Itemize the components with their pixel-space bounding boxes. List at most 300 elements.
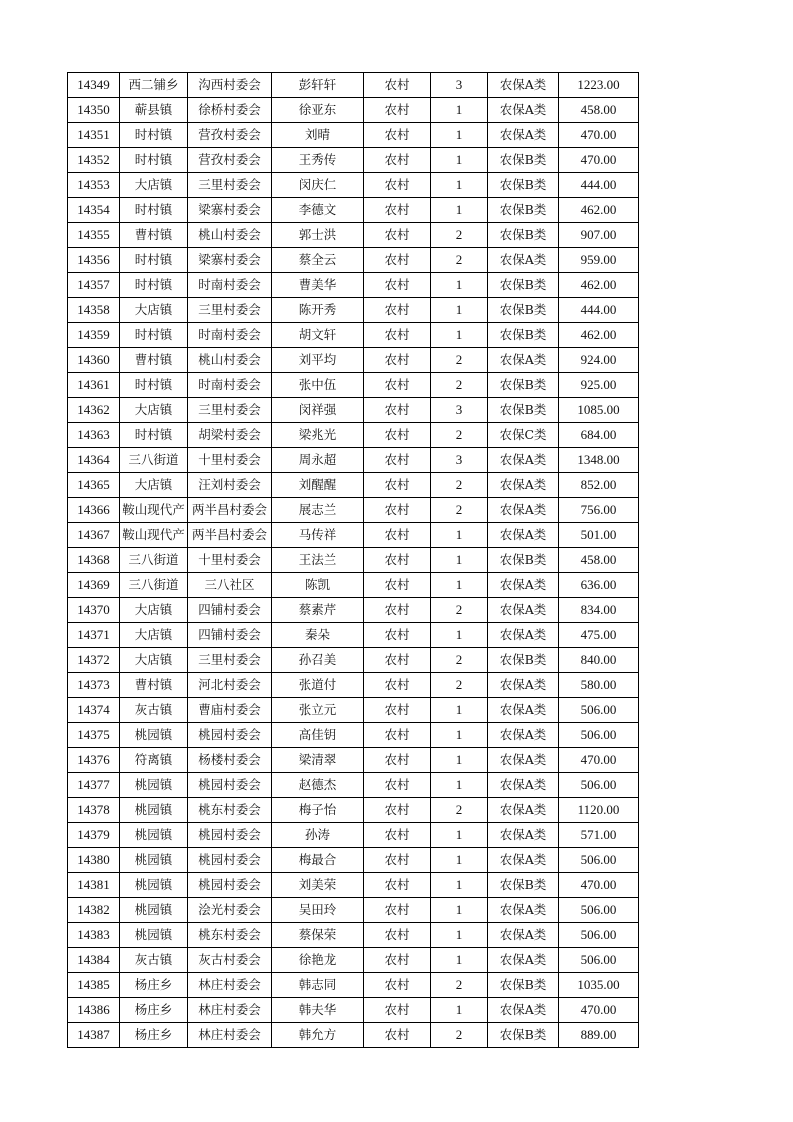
area-type-cell: 农村 bbox=[364, 73, 431, 98]
table-row bbox=[68, 523, 639, 548]
township-cell: 杨庄乡 bbox=[120, 1023, 188, 1048]
household-count-cell: 3 bbox=[431, 398, 488, 423]
person-name-cell: 张道付 bbox=[272, 673, 364, 698]
area-type-cell: 农村 bbox=[364, 373, 431, 398]
area-type-cell: 农村 bbox=[364, 623, 431, 648]
amount-cell: 501.00 bbox=[559, 523, 639, 548]
household-count-cell: 2 bbox=[431, 348, 488, 373]
village-committee-cell: 桃山村委会 bbox=[188, 223, 272, 248]
township-cell: 大店镇 bbox=[120, 473, 188, 498]
area-type-cell: 农村 bbox=[364, 798, 431, 823]
person-name-cell: 郭士洪 bbox=[272, 223, 364, 248]
area-type-cell: 农村 bbox=[364, 873, 431, 898]
village-committee-cell: 四铺村委会 bbox=[188, 623, 272, 648]
amount-cell: 462.00 bbox=[559, 198, 639, 223]
table-row bbox=[68, 948, 639, 973]
village-committee-cell: 两半昌村委会 bbox=[188, 523, 272, 548]
amount-cell: 571.00 bbox=[559, 823, 639, 848]
household-count-cell: 2 bbox=[431, 1023, 488, 1048]
township-cell: 桃园镇 bbox=[120, 798, 188, 823]
household-count-cell: 1 bbox=[431, 873, 488, 898]
serial-number-cell: 14371 bbox=[68, 623, 120, 648]
village-committee-cell: 三里村委会 bbox=[188, 398, 272, 423]
insurance-category-cell: 农保A类 bbox=[488, 898, 559, 923]
insurance-category-cell: 农保A类 bbox=[488, 923, 559, 948]
serial-number-cell: 14356 bbox=[68, 248, 120, 273]
amount-cell: 684.00 bbox=[559, 423, 639, 448]
village-committee-cell: 桃园村委会 bbox=[188, 873, 272, 898]
insurance-category-cell: 农保A类 bbox=[488, 573, 559, 598]
village-committee-cell: 曹庙村委会 bbox=[188, 698, 272, 723]
person-name-cell: 刘醒醒 bbox=[272, 473, 364, 498]
amount-cell: 506.00 bbox=[559, 698, 639, 723]
serial-number-cell: 14354 bbox=[68, 198, 120, 223]
area-type-cell: 农村 bbox=[364, 998, 431, 1023]
serial-number-cell: 14380 bbox=[68, 848, 120, 873]
area-type-cell: 农村 bbox=[364, 298, 431, 323]
serial-number-cell: 14364 bbox=[68, 448, 120, 473]
person-name-cell: 周永超 bbox=[272, 448, 364, 473]
household-count-cell: 2 bbox=[431, 598, 488, 623]
village-committee-cell: 营孜村委会 bbox=[188, 148, 272, 173]
village-committee-cell: 河北村委会 bbox=[188, 673, 272, 698]
table-row bbox=[68, 973, 639, 998]
township-cell: 时村镇 bbox=[120, 323, 188, 348]
township-cell: 大店镇 bbox=[120, 648, 188, 673]
area-type-cell: 农村 bbox=[364, 423, 431, 448]
township-cell: 桃园镇 bbox=[120, 873, 188, 898]
area-type-cell: 农村 bbox=[364, 248, 431, 273]
insurance-category-cell: 农保B类 bbox=[488, 298, 559, 323]
insurance-category-cell: 农保A类 bbox=[488, 848, 559, 873]
table-row bbox=[68, 448, 639, 473]
amount-cell: 462.00 bbox=[559, 323, 639, 348]
serial-number-cell: 14376 bbox=[68, 748, 120, 773]
insurance-category-cell: 农保A类 bbox=[488, 798, 559, 823]
person-name-cell: 徐艳龙 bbox=[272, 948, 364, 973]
person-name-cell: 徐亚东 bbox=[272, 98, 364, 123]
amount-cell: 924.00 bbox=[559, 348, 639, 373]
insurance-category-cell: 农保A类 bbox=[488, 348, 559, 373]
household-count-cell: 2 bbox=[431, 423, 488, 448]
person-name-cell: 孙涛 bbox=[272, 823, 364, 848]
village-committee-cell: 两半昌村委会 bbox=[188, 498, 272, 523]
insurance-category-cell: 农保B类 bbox=[488, 873, 559, 898]
area-type-cell: 农村 bbox=[364, 173, 431, 198]
person-name-cell: 张立元 bbox=[272, 698, 364, 723]
village-committee-cell: 三八社区 bbox=[188, 573, 272, 598]
township-cell: 大店镇 bbox=[120, 298, 188, 323]
village-committee-cell: 桃园村委会 bbox=[188, 848, 272, 873]
insurance-category-cell: 农保B类 bbox=[488, 173, 559, 198]
area-type-cell: 农村 bbox=[364, 848, 431, 873]
serial-number-cell: 14359 bbox=[68, 323, 120, 348]
person-name-cell: 梁清翠 bbox=[272, 748, 364, 773]
person-name-cell: 陈凯 bbox=[272, 573, 364, 598]
serial-number-cell: 14372 bbox=[68, 648, 120, 673]
amount-cell: 506.00 bbox=[559, 773, 639, 798]
table-row bbox=[68, 73, 639, 98]
insurance-category-cell: 农保B类 bbox=[488, 648, 559, 673]
insurance-category-cell: 农保A类 bbox=[488, 498, 559, 523]
area-type-cell: 农村 bbox=[364, 923, 431, 948]
insurance-category-cell: 农保B类 bbox=[488, 273, 559, 298]
person-name-cell: 胡文轩 bbox=[272, 323, 364, 348]
area-type-cell: 农村 bbox=[364, 398, 431, 423]
table-row bbox=[68, 123, 639, 148]
village-committee-cell: 桃东村委会 bbox=[188, 798, 272, 823]
serial-number-cell: 14366 bbox=[68, 498, 120, 523]
village-committee-cell: 桃园村委会 bbox=[188, 723, 272, 748]
serial-number-cell: 14369 bbox=[68, 573, 120, 598]
serial-number-cell: 14387 bbox=[68, 1023, 120, 1048]
insurance-category-cell: 农保A类 bbox=[488, 473, 559, 498]
person-name-cell: 梅子怡 bbox=[272, 798, 364, 823]
serial-number-cell: 14384 bbox=[68, 948, 120, 973]
table-row bbox=[68, 723, 639, 748]
insurance-category-cell: 农保A类 bbox=[488, 748, 559, 773]
person-name-cell: 曹美华 bbox=[272, 273, 364, 298]
person-name-cell: 李德文 bbox=[272, 198, 364, 223]
person-name-cell: 刘美荣 bbox=[272, 873, 364, 898]
village-committee-cell: 胡梁村委会 bbox=[188, 423, 272, 448]
household-count-cell: 3 bbox=[431, 448, 488, 473]
table-row bbox=[68, 698, 639, 723]
insurance-category-cell: 农保A类 bbox=[488, 98, 559, 123]
household-count-cell: 2 bbox=[431, 373, 488, 398]
amount-cell: 959.00 bbox=[559, 248, 639, 273]
village-committee-cell: 汪刘村委会 bbox=[188, 473, 272, 498]
village-committee-cell: 沟西村委会 bbox=[188, 73, 272, 98]
household-count-cell: 1 bbox=[431, 123, 488, 148]
township-cell: 三八街道 bbox=[120, 548, 188, 573]
serial-number-cell: 14373 bbox=[68, 673, 120, 698]
serial-number-cell: 14352 bbox=[68, 148, 120, 173]
area-type-cell: 农村 bbox=[364, 948, 431, 973]
serial-number-cell: 14382 bbox=[68, 898, 120, 923]
serial-number-cell: 14353 bbox=[68, 173, 120, 198]
village-committee-cell: 浍光村委会 bbox=[188, 898, 272, 923]
serial-number-cell: 14358 bbox=[68, 298, 120, 323]
insurance-category-cell: 农保A类 bbox=[488, 523, 559, 548]
village-committee-cell: 徐桥村委会 bbox=[188, 98, 272, 123]
amount-cell: 1035.00 bbox=[559, 973, 639, 998]
table-row bbox=[68, 323, 639, 348]
township-cell: 时村镇 bbox=[120, 248, 188, 273]
township-cell: 灰古镇 bbox=[120, 698, 188, 723]
table-row bbox=[68, 648, 639, 673]
person-name-cell: 蔡保荣 bbox=[272, 923, 364, 948]
amount-cell: 506.00 bbox=[559, 723, 639, 748]
area-type-cell: 农村 bbox=[364, 348, 431, 373]
household-count-cell: 2 bbox=[431, 973, 488, 998]
village-committee-cell: 三里村委会 bbox=[188, 173, 272, 198]
area-type-cell: 农村 bbox=[364, 273, 431, 298]
person-name-cell: 王秀传 bbox=[272, 148, 364, 173]
person-name-cell: 王法兰 bbox=[272, 548, 364, 573]
amount-cell: 506.00 bbox=[559, 848, 639, 873]
township-cell: 桃园镇 bbox=[120, 773, 188, 798]
insurance-category-cell: 农保A类 bbox=[488, 698, 559, 723]
table-row bbox=[68, 673, 639, 698]
person-name-cell: 蔡素芹 bbox=[272, 598, 364, 623]
area-type-cell: 农村 bbox=[364, 698, 431, 723]
township-cell: 曹村镇 bbox=[120, 673, 188, 698]
person-name-cell: 孙召美 bbox=[272, 648, 364, 673]
amount-cell: 1120.00 bbox=[559, 798, 639, 823]
amount-cell: 636.00 bbox=[559, 573, 639, 598]
area-type-cell: 农村 bbox=[364, 448, 431, 473]
household-count-cell: 1 bbox=[431, 148, 488, 173]
insurance-category-cell: 农保B类 bbox=[488, 373, 559, 398]
table-row bbox=[68, 98, 639, 123]
amount-cell: 506.00 bbox=[559, 898, 639, 923]
insurance-category-cell: 农保B类 bbox=[488, 548, 559, 573]
table-row bbox=[68, 273, 639, 298]
table-row bbox=[68, 348, 639, 373]
table-row bbox=[68, 923, 639, 948]
village-committee-cell: 桃东村委会 bbox=[188, 923, 272, 948]
area-type-cell: 农村 bbox=[364, 98, 431, 123]
amount-cell: 925.00 bbox=[559, 373, 639, 398]
insurance-category-cell: 农保B类 bbox=[488, 323, 559, 348]
serial-number-cell: 14355 bbox=[68, 223, 120, 248]
person-name-cell: 刘晴 bbox=[272, 123, 364, 148]
area-type-cell: 农村 bbox=[364, 598, 431, 623]
household-count-cell: 1 bbox=[431, 698, 488, 723]
amount-cell: 852.00 bbox=[559, 473, 639, 498]
amount-cell: 580.00 bbox=[559, 673, 639, 698]
serial-number-cell: 14357 bbox=[68, 273, 120, 298]
township-cell: 蕲县镇 bbox=[120, 98, 188, 123]
household-count-cell: 1 bbox=[431, 998, 488, 1023]
amount-cell: 470.00 bbox=[559, 148, 639, 173]
serial-number-cell: 14385 bbox=[68, 973, 120, 998]
township-cell: 符离镇 bbox=[120, 748, 188, 773]
table-row bbox=[68, 823, 639, 848]
person-name-cell: 高佳钥 bbox=[272, 723, 364, 748]
serial-number-cell: 14377 bbox=[68, 773, 120, 798]
township-cell: 大店镇 bbox=[120, 398, 188, 423]
household-count-cell: 1 bbox=[431, 173, 488, 198]
area-type-cell: 农村 bbox=[364, 498, 431, 523]
amount-cell: 756.00 bbox=[559, 498, 639, 523]
insurance-category-cell: 农保A类 bbox=[488, 123, 559, 148]
amount-cell: 458.00 bbox=[559, 548, 639, 573]
serial-number-cell: 14362 bbox=[68, 398, 120, 423]
household-count-cell: 1 bbox=[431, 573, 488, 598]
area-type-cell: 农村 bbox=[364, 548, 431, 573]
table-row bbox=[68, 248, 639, 273]
household-count-cell: 1 bbox=[431, 273, 488, 298]
village-committee-cell: 营孜村委会 bbox=[188, 123, 272, 148]
household-count-cell: 1 bbox=[431, 898, 488, 923]
insurance-category-cell: 农保B类 bbox=[488, 198, 559, 223]
table-row bbox=[68, 1023, 639, 1048]
village-committee-cell: 灰古村委会 bbox=[188, 948, 272, 973]
household-count-cell: 1 bbox=[431, 923, 488, 948]
insurance-category-cell: 农保A类 bbox=[488, 723, 559, 748]
village-committee-cell: 桃园村委会 bbox=[188, 773, 272, 798]
area-type-cell: 农村 bbox=[364, 723, 431, 748]
insurance-category-cell: 农保A类 bbox=[488, 773, 559, 798]
person-name-cell: 赵德杰 bbox=[272, 773, 364, 798]
area-type-cell: 农村 bbox=[364, 823, 431, 848]
person-name-cell: 彭轩轩 bbox=[272, 73, 364, 98]
township-cell: 时村镇 bbox=[120, 123, 188, 148]
insurance-category-cell: 农保A类 bbox=[488, 948, 559, 973]
area-type-cell: 农村 bbox=[364, 648, 431, 673]
amount-cell: 458.00 bbox=[559, 98, 639, 123]
household-count-cell: 1 bbox=[431, 548, 488, 573]
area-type-cell: 农村 bbox=[364, 673, 431, 698]
table-row bbox=[68, 548, 639, 573]
table-row bbox=[68, 198, 639, 223]
township-cell: 时村镇 bbox=[120, 148, 188, 173]
serial-number-cell: 14349 bbox=[68, 73, 120, 98]
serial-number-cell: 14370 bbox=[68, 598, 120, 623]
table-row bbox=[68, 148, 639, 173]
table-row bbox=[68, 623, 639, 648]
insurance-category-cell: 农保A类 bbox=[488, 248, 559, 273]
table-row bbox=[68, 998, 639, 1023]
village-committee-cell: 林庄村委会 bbox=[188, 998, 272, 1023]
village-committee-cell: 十里村委会 bbox=[188, 448, 272, 473]
amount-cell: 462.00 bbox=[559, 273, 639, 298]
area-type-cell: 农村 bbox=[364, 148, 431, 173]
township-cell: 桃园镇 bbox=[120, 898, 188, 923]
amount-cell: 444.00 bbox=[559, 298, 639, 323]
serial-number-cell: 14365 bbox=[68, 473, 120, 498]
township-cell: 时村镇 bbox=[120, 273, 188, 298]
person-name-cell: 蔡全云 bbox=[272, 248, 364, 273]
township-cell: 三八街道 bbox=[120, 448, 188, 473]
insurance-category-cell: 农保A类 bbox=[488, 823, 559, 848]
township-cell: 鞍山现代产 bbox=[120, 523, 188, 548]
household-count-cell: 1 bbox=[431, 723, 488, 748]
person-name-cell: 闵祥强 bbox=[272, 398, 364, 423]
table-row bbox=[68, 573, 639, 598]
table-row bbox=[68, 598, 639, 623]
township-cell: 曹村镇 bbox=[120, 348, 188, 373]
area-type-cell: 农村 bbox=[364, 223, 431, 248]
insurance-category-cell: 农保A类 bbox=[488, 73, 559, 98]
amount-cell: 834.00 bbox=[559, 598, 639, 623]
insurance-category-cell: 农保A类 bbox=[488, 998, 559, 1023]
township-cell: 桃园镇 bbox=[120, 823, 188, 848]
household-count-cell: 3 bbox=[431, 73, 488, 98]
township-cell: 时村镇 bbox=[120, 373, 188, 398]
serial-number-cell: 14378 bbox=[68, 798, 120, 823]
amount-cell: 1348.00 bbox=[559, 448, 639, 473]
household-count-cell: 2 bbox=[431, 473, 488, 498]
person-name-cell: 张中伍 bbox=[272, 373, 364, 398]
amount-cell: 506.00 bbox=[559, 948, 639, 973]
table-body bbox=[68, 73, 639, 1048]
area-type-cell: 农村 bbox=[364, 123, 431, 148]
serial-number-cell: 14383 bbox=[68, 923, 120, 948]
table-row bbox=[68, 173, 639, 198]
village-committee-cell: 时南村委会 bbox=[188, 373, 272, 398]
village-committee-cell: 杨楼村委会 bbox=[188, 748, 272, 773]
amount-cell: 475.00 bbox=[559, 623, 639, 648]
table-row bbox=[68, 873, 639, 898]
village-committee-cell: 时南村委会 bbox=[188, 273, 272, 298]
person-name-cell: 韩夫华 bbox=[272, 998, 364, 1023]
insurance-category-cell: 农保A类 bbox=[488, 448, 559, 473]
household-count-cell: 1 bbox=[431, 823, 488, 848]
amount-cell: 1085.00 bbox=[559, 398, 639, 423]
household-count-cell: 1 bbox=[431, 198, 488, 223]
area-type-cell: 农村 bbox=[364, 898, 431, 923]
household-count-cell: 1 bbox=[431, 748, 488, 773]
township-cell: 桃园镇 bbox=[120, 723, 188, 748]
table-row bbox=[68, 498, 639, 523]
amount-cell: 840.00 bbox=[559, 648, 639, 673]
table-row bbox=[68, 398, 639, 423]
table-row bbox=[68, 223, 639, 248]
village-committee-cell: 十里村委会 bbox=[188, 548, 272, 573]
household-count-cell: 1 bbox=[431, 623, 488, 648]
amount-cell: 444.00 bbox=[559, 173, 639, 198]
serial-number-cell: 14351 bbox=[68, 123, 120, 148]
insurance-category-cell: 农保A类 bbox=[488, 598, 559, 623]
village-committee-cell: 时南村委会 bbox=[188, 323, 272, 348]
township-cell: 桃园镇 bbox=[120, 923, 188, 948]
village-committee-cell: 林庄村委会 bbox=[188, 1023, 272, 1048]
household-count-cell: 1 bbox=[431, 98, 488, 123]
table-row bbox=[68, 473, 639, 498]
table-row bbox=[68, 773, 639, 798]
area-type-cell: 农村 bbox=[364, 748, 431, 773]
village-committee-cell: 桃园村委会 bbox=[188, 823, 272, 848]
serial-number-cell: 14368 bbox=[68, 548, 120, 573]
serial-number-cell: 14360 bbox=[68, 348, 120, 373]
person-name-cell: 闵庆仁 bbox=[272, 173, 364, 198]
household-count-cell: 2 bbox=[431, 648, 488, 673]
amount-cell: 470.00 bbox=[559, 998, 639, 1023]
village-committee-cell: 林庄村委会 bbox=[188, 973, 272, 998]
township-cell: 大店镇 bbox=[120, 173, 188, 198]
person-name-cell: 韩志同 bbox=[272, 973, 364, 998]
area-type-cell: 农村 bbox=[364, 973, 431, 998]
person-name-cell: 韩允方 bbox=[272, 1023, 364, 1048]
serial-number-cell: 14363 bbox=[68, 423, 120, 448]
serial-number-cell: 14386 bbox=[68, 998, 120, 1023]
area-type-cell: 农村 bbox=[364, 323, 431, 348]
amount-cell: 470.00 bbox=[559, 873, 639, 898]
household-count-cell: 1 bbox=[431, 848, 488, 873]
subsidy-table bbox=[67, 72, 639, 1048]
person-name-cell: 梁兆光 bbox=[272, 423, 364, 448]
person-name-cell: 展志兰 bbox=[272, 498, 364, 523]
household-count-cell: 1 bbox=[431, 948, 488, 973]
township-cell: 杨庄乡 bbox=[120, 973, 188, 998]
person-name-cell: 刘平均 bbox=[272, 348, 364, 373]
serial-number-cell: 14374 bbox=[68, 698, 120, 723]
area-type-cell: 农村 bbox=[364, 523, 431, 548]
household-count-cell: 2 bbox=[431, 798, 488, 823]
township-cell: 时村镇 bbox=[120, 423, 188, 448]
table-row bbox=[68, 423, 639, 448]
insurance-category-cell: 农保B类 bbox=[488, 398, 559, 423]
village-committee-cell: 三里村委会 bbox=[188, 298, 272, 323]
household-count-cell: 2 bbox=[431, 673, 488, 698]
township-cell: 曹村镇 bbox=[120, 223, 188, 248]
table-row bbox=[68, 798, 639, 823]
township-cell: 灰古镇 bbox=[120, 948, 188, 973]
township-cell: 三八街道 bbox=[120, 573, 188, 598]
